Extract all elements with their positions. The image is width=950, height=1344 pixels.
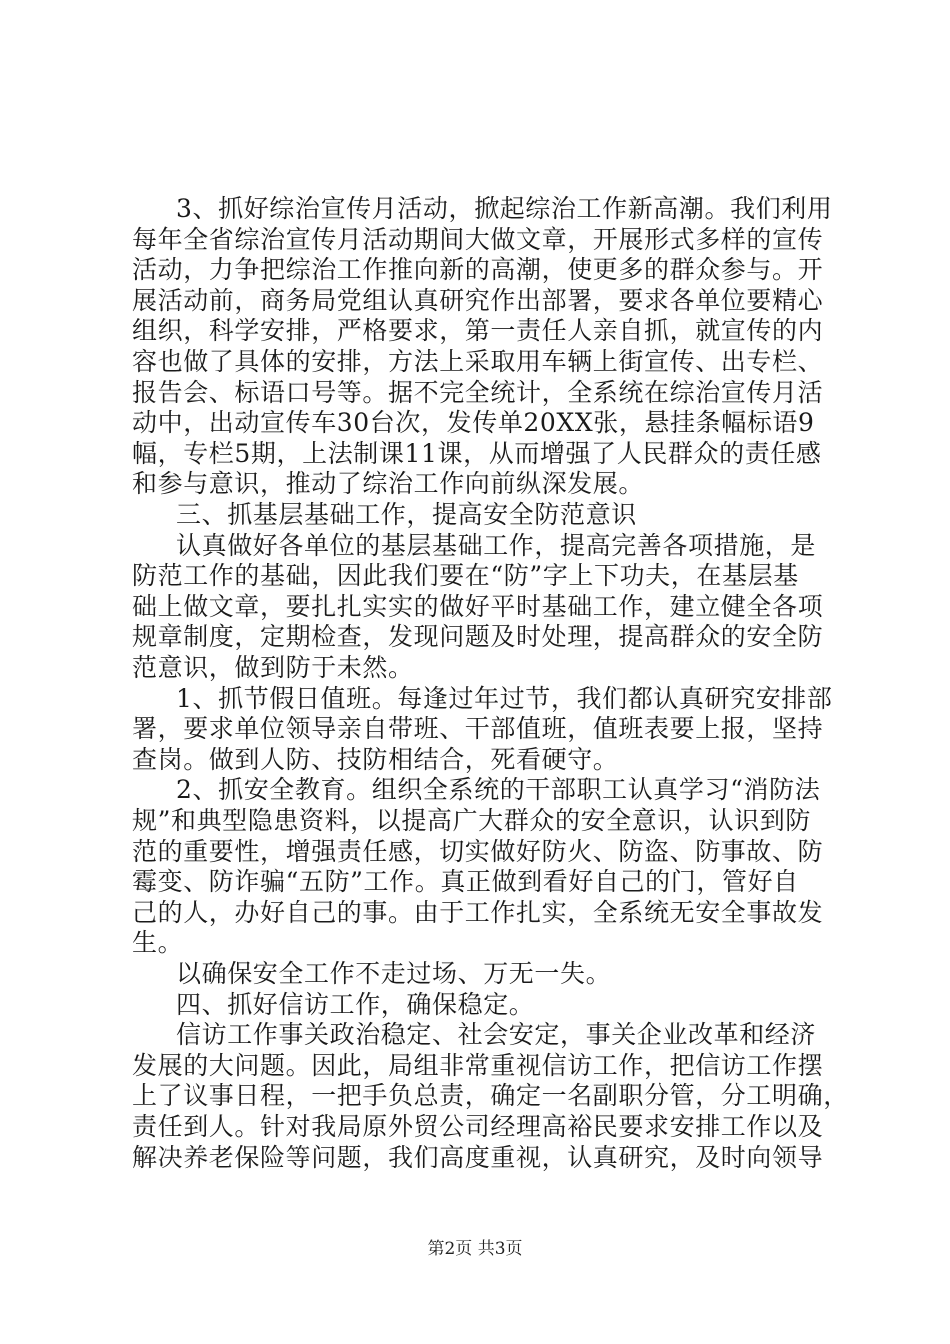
paragraph-line: 组织，科学安排，严格要求，第一责任人亲自抓，就宣传的内 xyxy=(132,316,824,345)
paragraph-line: 发展的大问题。因此，局组非常重视信访工作，把信访工作摆 xyxy=(132,1051,824,1080)
paragraph-line: 以确保安全工作不走过场、万无一失。 xyxy=(176,959,612,988)
page-number-footer: 第2页 共3页 xyxy=(427,1239,523,1259)
paragraph-line: 容也做了具体的安排，方法上采取用车辆上街宣传、出专栏、 xyxy=(132,347,824,376)
paragraph-line: 础上做文章，要扎扎实实的做好平时基础工作，建立健全各项 xyxy=(132,592,824,621)
paragraph-line: 1、抓节假日值班。每逢过年过节，我们都认真研究安排部 xyxy=(176,684,833,713)
paragraph-line: 2、抓安全教育。组织全系统的干部职工认真学习“消防法 xyxy=(176,775,821,804)
section-heading: 三、抓基层基础工作，提高安全防范意识 xyxy=(176,500,637,529)
paragraph-line: 幅，专栏5期，上法制课11课，从而增强了人民群众的责任感 xyxy=(132,439,822,468)
paragraph-line: 认真做好各单位的基层基础工作，提高完善各项措施，是 xyxy=(176,531,817,560)
paragraph-line: 和参与意识，推动了综治工作向前纵深发展。 xyxy=(132,469,645,498)
paragraph-line: 每年全省综治宣传月活动期间大做文章，开展形式多样的宣传 xyxy=(132,225,824,254)
paragraph-line: 上了议事日程，一把手负总责，确定一名副职分管，分工明确， xyxy=(132,1081,849,1110)
paragraph-line: 查岗。做到人防、技防相结合，死看硬守。 xyxy=(132,745,619,774)
paragraph-line: 报告会、标语口号等。据不完全统计，全系统在综治宣传月活 xyxy=(132,378,824,407)
paragraph-line: 己的人，办好自己的事。由于工作扎实，全系统无安全事故发 xyxy=(132,898,824,927)
section-heading: 四、抓好信访工作，确保稳定。 xyxy=(176,990,535,1019)
paragraph-line: 范的重要性，增强责任感，切实做好防火、防盗、防事故、防 xyxy=(132,837,824,866)
paragraph-line: 规”和典型隐患资料，以提高广大群众的安全意识，认识到防 xyxy=(132,806,811,835)
paragraph-line: 信访工作事关政治稳定、社会安定，事关企业改革和经济 xyxy=(176,1020,817,1049)
paragraph-line: 活动，力争把综治工作推向新的高潮，使更多的群众参与。开 xyxy=(132,255,824,284)
paragraph-line: 署，要求单位领导亲自带班、干部值班，值班表要上报，坚持 xyxy=(132,714,824,743)
paragraph-line: 规章制度，定期检查，发现问题及时处理，提高群众的安全防 xyxy=(132,622,824,651)
paragraph-line: 动中，出动宣传车30台次，发传单20XX张，悬挂条幅标语9 xyxy=(132,408,815,437)
paragraph-line: 责任到人。针对我局原外贸公司经理高裕民要求安排工作以及 xyxy=(132,1112,824,1141)
paragraph-line: 范意识，做到防于未然。 xyxy=(132,653,414,682)
paragraph-line: 防范工作的基础，因此我们要在“防”字上下功夫，在基层基 xyxy=(132,561,799,590)
paragraph-line: 3、抓好综治宣传月活动，掀起综治工作新高潮。我们利用 xyxy=(176,194,833,223)
paragraph-line: 解决养老保险等问题，我们高度重视，认真研究，及时向领导 xyxy=(132,1143,824,1172)
paragraph-line: 展活动前，商务局党组认真研究作出部署，要求各单位要精心 xyxy=(132,286,824,315)
paragraph-line: 霉变、防诈骗“五防”工作。真正做到看好自己的门，管好自 xyxy=(132,867,799,896)
paragraph-line: 生。 xyxy=(132,928,184,957)
